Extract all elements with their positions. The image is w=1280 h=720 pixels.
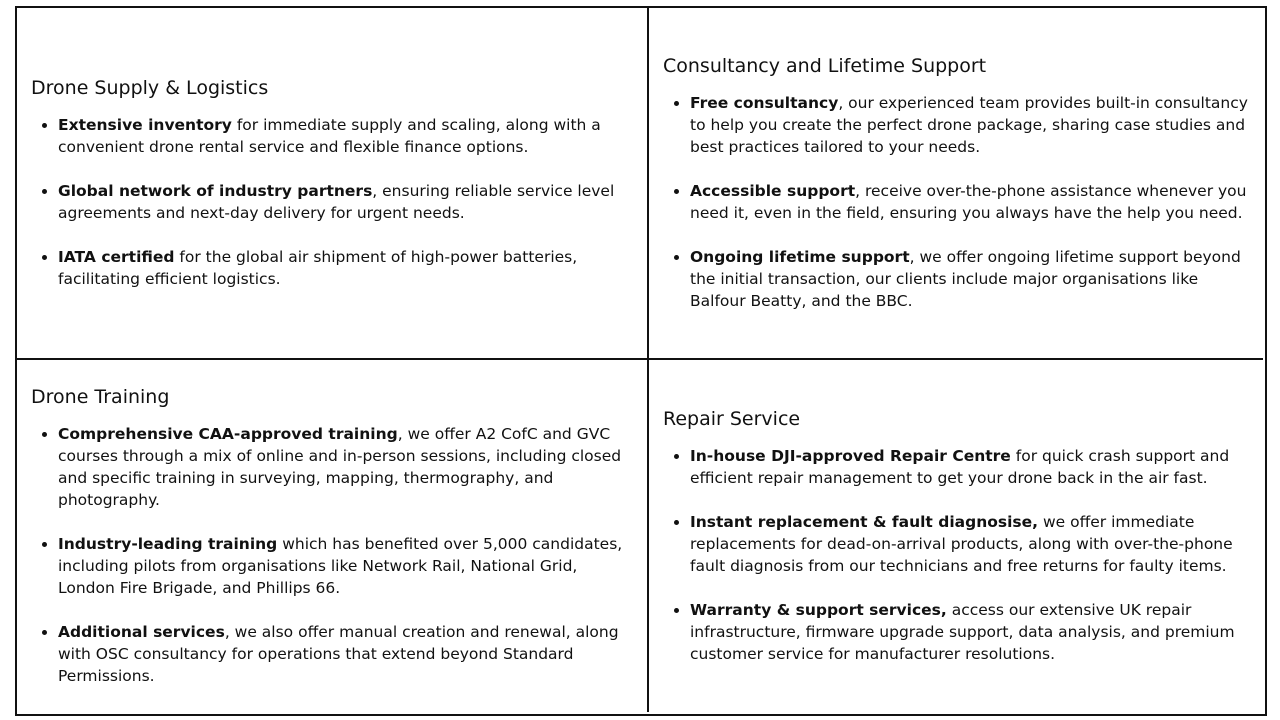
feature-highlight: Instant replacement & fault diagnosise,: [690, 513, 1039, 532]
feature-highlight: In-house DJI-approved Repair Centre: [690, 447, 1011, 466]
list-item: [690, 445, 1249, 489]
feature-text: for immediate supply and scaling, along with a convenient drone rental service and flexible finance options.: [58, 116, 601, 157]
feature-list: [663, 445, 1249, 665]
feature-highlight: Global network of industry partners: [58, 182, 373, 201]
list-item: [58, 180, 633, 224]
feature-text: access our extensive UK repair infrastructure, firmware upgrade support, data analysis, and premium customer service for manufacturer resolutions.: [690, 601, 1235, 664]
feature-list: [663, 92, 1249, 312]
feature-highlight: Additional services: [58, 623, 225, 642]
feature-highlight: IATA certified: [58, 248, 175, 267]
section-title: Consultancy and Lifetime Support: [663, 54, 987, 77]
list-item: [690, 180, 1249, 224]
section-repair-service: [649, 360, 1263, 712]
section-title: Drone Training: [31, 385, 170, 408]
feature-text: for the global air shipment of high-power batteries, facilitating efficient logistics.: [58, 248, 578, 289]
feature-text: , ensuring reliable service level agreements and next-day delivery for urgent needs.: [58, 182, 615, 223]
feature-highlight: Industry-leading training: [58, 535, 278, 554]
feature-text: which has benefited over 5,000 candidates, including pilots from organisations like Network Rail, National Grid, London Fire Brigade, and Phillips 66.: [58, 535, 623, 598]
section-consultancy-support: [649, 8, 1263, 360]
section-title: Repair Service: [663, 407, 801, 430]
list-item: [58, 423, 633, 511]
feature-text: , we offer ongoing lifetime support beyond the initial transaction, our clients include major organisations like Balfour Beatty, and the BBC.: [690, 248, 1241, 311]
list-item: [690, 599, 1249, 665]
list-item: [690, 92, 1249, 158]
feature-text: , receive over-the-phone assistance whenever you need it, even in the field, ensuring you always have the help you need.: [690, 182, 1247, 223]
list-item: [58, 114, 633, 158]
feature-highlight: Warranty & support services,: [690, 601, 947, 620]
feature-highlight: Ongoing lifetime support: [690, 248, 910, 267]
list-item: [58, 246, 633, 290]
list-item: [58, 533, 633, 599]
list-item: [690, 511, 1249, 577]
feature-text: , we offer A2 CofC and GVC courses through a mix of online and in-person sessions, including closed and specific training in surveying, mapping, thermography, and photography.: [58, 425, 622, 510]
section-title: Drone Supply & Logistics: [31, 76, 269, 99]
feature-highlight: Comprehensive CAA-approved training: [58, 425, 398, 444]
section-drone-supply-logistics: [17, 8, 649, 360]
feature-highlight: Accessible support: [690, 182, 856, 201]
feature-text: we offer immediate replacements for dead-on-arrival products, along with over-the-phone fault diagnosis from our technicians and free returns for faulty items.: [690, 513, 1233, 576]
feature-text: for quick crash support and efficient repair management to get your drone back in the air fast.: [690, 447, 1230, 488]
list-item: [58, 621, 633, 687]
feature-text: , our experienced team provides built-in consultancy to help you create the perfect drone package, sharing case studies and best practices tailored to your needs.: [690, 94, 1248, 157]
feature-highlight: Free consultancy: [690, 94, 839, 113]
services-grid: [15, 6, 1267, 716]
feature-list: [31, 114, 633, 290]
section-drone-training: [17, 360, 649, 712]
feature-list: [31, 423, 633, 687]
feature-text: , we also offer manual creation and renewal, along with OSC consultancy for operations that extend beyond Standard Permissions.: [58, 623, 619, 686]
list-item: [690, 246, 1249, 312]
feature-highlight: Extensive inventory: [58, 116, 232, 135]
